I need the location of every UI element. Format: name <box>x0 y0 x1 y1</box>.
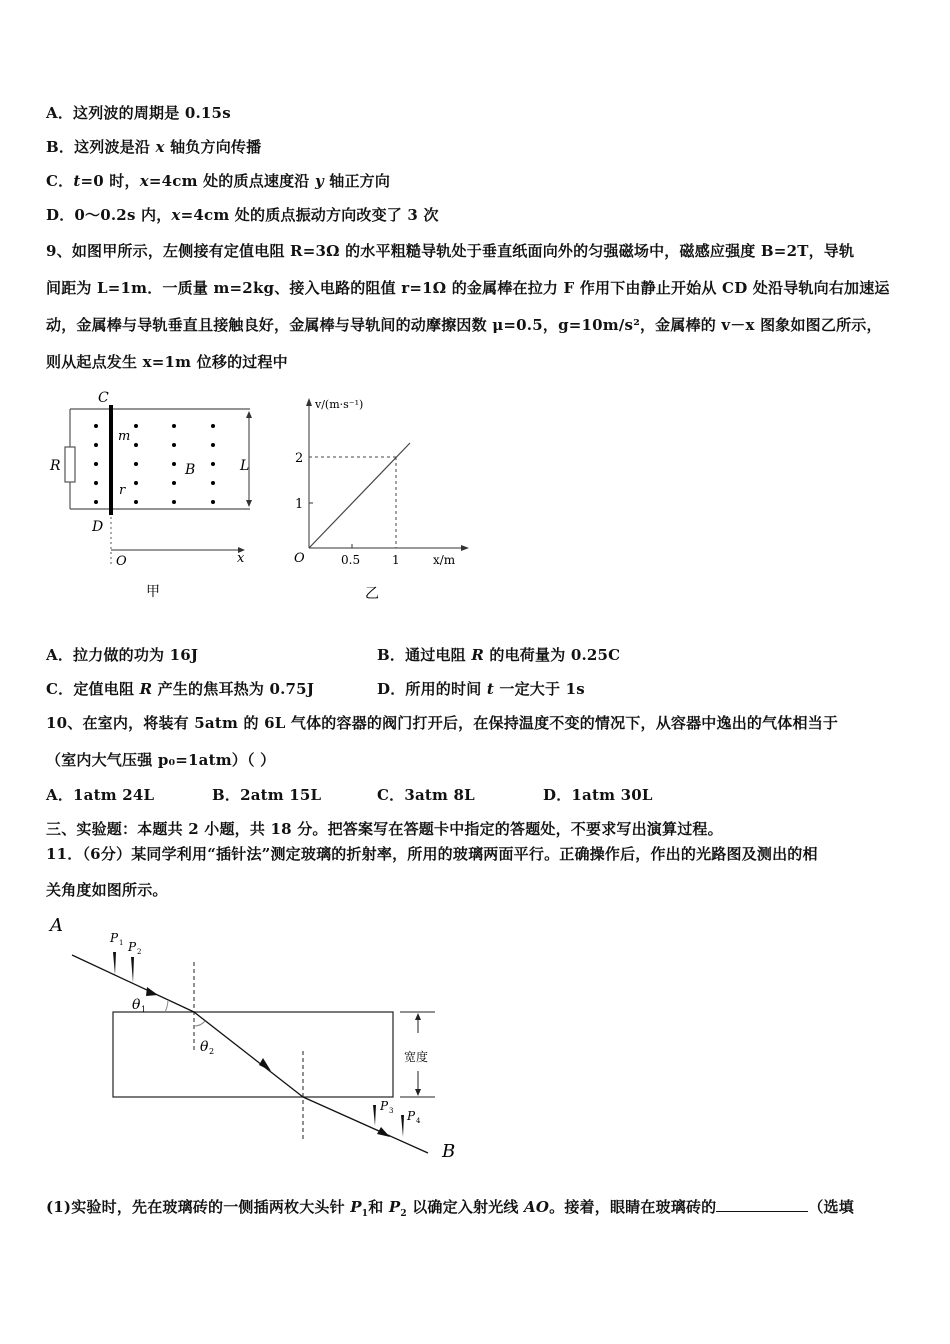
q10-stem-line1: 10、在室内，将装有 5atm 的 6L 气体的容器的阀门打开后，在保持温度不变的情况下，从容器中逸出的气体相当于 <box>46 714 839 732</box>
q9-option-d: D．所用的时间 t 一定大于 1s <box>377 680 585 698</box>
svg-text:1: 1 <box>295 497 304 512</box>
section3-heading: 三、实验题：本题共 2 小题，共 18 分。把答案写在答题卡中指定的答题处，不要求写出演算过程。 <box>46 820 723 838</box>
q11-stem-line1: 11．（6分）某同学利用“插针法”测定玻璃的折射率，所用的玻璃两面平行。正确操作后，作出的光路图及测出的相 <box>46 845 818 863</box>
q8-option-d: D．0～0.2s 内，x=4cm 处的质点振动方向改变了 3 次 <box>46 206 439 224</box>
q8-option-c: C．t=0 时，x=4cm 处的质点速度沿 y 轴正方向 <box>46 172 391 190</box>
q9-stem-line2: 间距为 L=1m．一质量 m=2kg、接入电路的阻值 r=1Ω 的金属棒在拉力 F 作用下由静止开始从 CD 处沿导轨向右加速运 <box>46 279 890 297</box>
svg-text:0.5: 0.5 <box>341 553 361 567</box>
q11-sub1: (1)实验时，先在玻璃砖的一侧插两枚大头针 $P_1$和 $P_2$ 以确定入射光线 AO。接着，眼睛在玻璃砖的 （选填 <box>46 1198 854 1219</box>
answer-blank[interactable] <box>716 1199 808 1212</box>
figure-yi-vx-graph <box>285 388 470 608</box>
q9-stem-line3: 动，金属棒与导轨垂直且接触良好，金属棒与导轨间的动摩擦因数 μ=0.5，g=10m/s²，金属棒的 v－x 图象如图乙所示， <box>46 316 882 334</box>
svg-text:P: P <box>128 940 137 954</box>
svg-text:乙: 乙 <box>365 586 379 602</box>
resistor-icon <box>65 447 75 482</box>
svg-text:甲: 甲 <box>146 584 160 600</box>
svg-text:3: 3 <box>389 1107 394 1115</box>
figure-refraction <box>40 905 480 1165</box>
svg-text:R: R <box>50 458 61 474</box>
q9-option-a: A．拉力做的功为 16J <box>46 646 199 664</box>
svg-text:2: 2 <box>137 948 142 956</box>
svg-text:L: L <box>240 458 250 474</box>
svg-text:4: 4 <box>416 1117 421 1125</box>
svg-text:C: C <box>98 390 109 406</box>
svg-text:A: A <box>50 915 63 936</box>
q9-stem-line4: 则从起点发生 x=1m 位移的过程中 <box>46 353 288 371</box>
vx-line <box>309 443 410 548</box>
svg-text:v/(m·s⁻¹): v/(m·s⁻¹) <box>315 398 364 411</box>
svg-text:D: D <box>92 519 104 535</box>
q9-stem-line1: 9、如图甲所示，左侧接有定值电阻 R=3Ω 的水平粗糙导轨处于垂直纸面向外的匀强磁场中，磁感应强度 B=2T，导轨 <box>46 242 855 260</box>
svg-text:O: O <box>116 554 127 569</box>
q10-option-c: C．3atm 8L <box>377 786 475 804</box>
svg-text:1: 1 <box>119 939 124 947</box>
q10-option-b: B．2atm 15L <box>212 786 322 804</box>
svg-text:B: B <box>185 462 196 478</box>
q10-stem-line2: （室内大气压强 p₀=1atm）（ ） <box>46 751 276 769</box>
glass-block <box>113 1012 393 1097</box>
svg-text:1: 1 <box>141 1005 147 1014</box>
q10-option-a: A．1atm 24L <box>46 786 155 804</box>
q10-option-d: D．1atm 30L <box>543 786 653 804</box>
svg-text:O: O <box>294 551 305 566</box>
svg-text:x/m: x/m <box>433 553 456 567</box>
svg-text:r: r <box>119 483 126 498</box>
svg-text:1: 1 <box>392 553 400 567</box>
q8-option-a: A．这列波的周期是 0.15s <box>46 104 231 122</box>
svg-text:2: 2 <box>295 451 304 466</box>
svg-text:P: P <box>110 931 119 945</box>
figure-jia-circuit <box>46 385 266 605</box>
q11-stem-line2: 关角度如图所示。 <box>46 881 168 899</box>
svg-text:2: 2 <box>209 1047 215 1056</box>
svg-text:θ: θ <box>200 1039 209 1055</box>
svg-text:θ: θ <box>132 997 141 1013</box>
svg-text:x: x <box>237 551 245 566</box>
q9-option-c: C．定值电阻 R 产生的焦耳热为 0.75J <box>46 680 315 698</box>
svg-text:m: m <box>118 429 131 444</box>
svg-text:P: P <box>407 1109 416 1123</box>
svg-text:宽度: 宽度 <box>404 1050 429 1064</box>
q9-option-b: B．通过电阻 R 的电荷量为 0.25C <box>377 646 621 664</box>
svg-text:B: B <box>442 1141 456 1162</box>
q8-option-b: B．这列波是沿 x 轴负方向传播 <box>46 138 262 156</box>
svg-text:P: P <box>380 1099 389 1113</box>
